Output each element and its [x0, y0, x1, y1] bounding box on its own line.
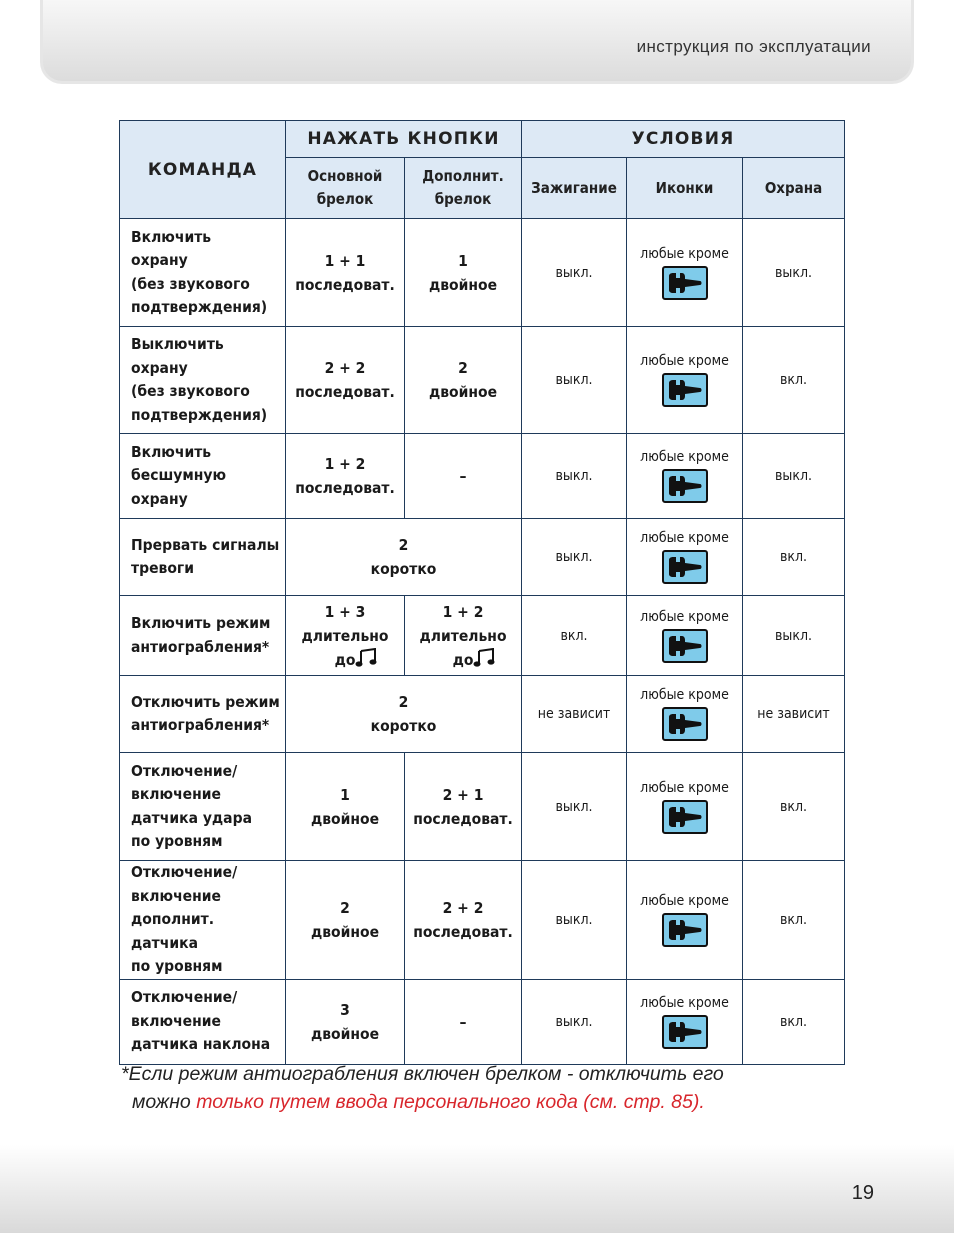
ignition-cell: не зависит: [522, 676, 627, 753]
merged-buttons-cell: [286, 676, 522, 753]
footnote-red: только путем ввода персонального кода (см. стр. 85).: [196, 1091, 705, 1113]
extra-fob-line: [405, 783, 521, 807]
command-line: Включить режим: [131, 614, 271, 632]
main-fob-line: [286, 1022, 404, 1046]
music-note-icon: [355, 648, 377, 675]
header-conditions: УСЛОВИЯ: [522, 121, 845, 158]
ignition-cell: выкл.: [522, 219, 627, 327]
icons-cell: [627, 519, 743, 596]
command-cell: [120, 861, 286, 980]
extra-fob-line: [405, 920, 521, 944]
extra-fob-text: 2 + 2: [442, 898, 484, 917]
wrench-icon: [662, 469, 708, 503]
command-line: по уровням: [131, 957, 223, 975]
commands-table: [119, 120, 845, 1065]
main-fob-text: последоват.: [295, 383, 395, 401]
extra-fob-text: 1: [458, 251, 468, 270]
main-fob-text: 1 + 3: [324, 602, 366, 621]
extra-fob-text: –: [459, 467, 467, 485]
main-fob-line: [286, 783, 404, 807]
command-line: включение: [131, 886, 221, 905]
extra-fob-line: [405, 896, 521, 920]
table-row: [120, 861, 845, 980]
table-row: [120, 979, 845, 1064]
merged-buttons-cell: [286, 519, 522, 596]
icon-label: любые кроме: [640, 530, 729, 546]
command-cell: [120, 519, 286, 596]
guard-cell: вкл.: [743, 519, 845, 596]
command-cell: [120, 327, 286, 434]
wrench-icon: [662, 550, 708, 584]
main-fob-text: 2 + 2: [324, 359, 366, 377]
table-row: [120, 676, 845, 753]
main-fob-text: 3: [340, 1000, 350, 1019]
table-row: [120, 219, 845, 327]
command-line: по уровням: [131, 832, 223, 850]
ignition-cell: выкл.: [522, 327, 627, 434]
icons-cell: [627, 753, 743, 861]
icons-cell: [627, 676, 743, 753]
extra-fob-line: [405, 807, 521, 831]
icons-cell: [627, 979, 743, 1064]
table-row: [120, 596, 845, 676]
table-row: [120, 327, 845, 434]
merged-text: коротко: [370, 560, 437, 578]
command-line: Отключение/: [131, 761, 238, 780]
icon-label: любые кроме: [640, 994, 729, 1011]
guard-cell: выкл.: [743, 219, 845, 327]
footnote: [121, 1060, 724, 1116]
footnote-plain: можно: [132, 1091, 197, 1113]
header-main-fob-line2: брелок: [316, 190, 374, 208]
command-line: (без звукового: [131, 274, 250, 293]
icon-label: любые кроме: [640, 687, 729, 703]
main-fob-cell: [286, 753, 405, 861]
extra-fob-cell: [405, 327, 522, 434]
main-fob-text: последоват.: [295, 275, 395, 294]
main-fob-line: [286, 896, 404, 920]
header-main-fob-line1: Основной: [307, 167, 383, 185]
header-icons: Иконки: [627, 158, 743, 219]
merged-text: 2: [398, 693, 409, 711]
guard-cell: вкл.: [743, 753, 845, 861]
main-fob-text: 2: [340, 898, 350, 917]
wrench-icon: [662, 266, 708, 300]
command-line: Отключить режим: [131, 692, 280, 711]
extra-fob-line: [405, 356, 521, 380]
wrench-icon: [662, 1015, 708, 1049]
main-fob-text: двойное: [310, 922, 380, 941]
command-line: антиограбления*: [131, 716, 270, 734]
merged-text: 2: [398, 536, 409, 554]
icons-cell: [627, 434, 743, 519]
command-line: тревоги: [131, 559, 194, 577]
header-command: КОМАНДА: [120, 121, 286, 219]
guard-cell: вкл.: [743, 861, 845, 980]
table-body: [120, 219, 845, 1065]
command-line: Прервать сигналы: [131, 535, 280, 554]
main-fob-text: двойное: [310, 809, 380, 828]
extra-fob-cell: [405, 753, 522, 861]
icons-cell: [627, 596, 743, 676]
extra-fob-line: [405, 1010, 521, 1034]
icon-label: любые кроме: [640, 608, 729, 625]
extra-fob-text: –: [459, 1012, 467, 1031]
wrench-icon: [662, 913, 708, 947]
header-extra-fob-line1: Дополнит.: [422, 167, 504, 185]
guard-cell: вкл.: [743, 979, 845, 1064]
command-line: подтверждения): [131, 298, 268, 316]
extra-fob-line: [405, 648, 521, 672]
header-title: инструкция по эксплуатации: [636, 37, 871, 56]
icon-label: любые кроме: [640, 779, 729, 796]
main-fob-text: последоват.: [295, 479, 395, 497]
extra-fob-line: [405, 273, 521, 297]
command-cell: [120, 596, 286, 676]
merged-line: [286, 557, 521, 581]
guard-cell: выкл.: [743, 596, 845, 676]
ignition-cell: вкл.: [522, 596, 627, 676]
command-line: датчика удара: [131, 808, 252, 827]
command-line: (без звукового: [131, 382, 250, 400]
command-cell: [120, 219, 286, 327]
command-line: дополнит. датчика: [131, 910, 215, 952]
extra-fob-text: 2: [458, 359, 468, 377]
command-cell: [120, 753, 286, 861]
main-fob-line: [286, 624, 404, 648]
header-extra-fob: [405, 158, 522, 219]
command-line: охрану: [131, 358, 188, 377]
extra-fob-text: последоват.: [413, 809, 513, 828]
extra-fob-line: [405, 624, 521, 648]
command-line: Отключение/: [131, 863, 238, 881]
main-fob-line: [286, 807, 404, 831]
extra-fob-text: 1 + 2: [442, 602, 484, 621]
icons-cell: [627, 219, 743, 327]
header-extra-fob-line2: брелок: [434, 190, 492, 208]
command-line: Включить: [131, 227, 212, 246]
table-row: [120, 519, 845, 596]
footer-band: [0, 1145, 954, 1233]
command-line: датчика наклона: [131, 1035, 271, 1054]
extra-fob-text: двойное: [428, 383, 498, 401]
extra-fob-line: [405, 600, 521, 624]
wrench-icon: [662, 707, 708, 741]
main-fob-text: 1 + 2: [324, 455, 366, 473]
icon-label: любые кроме: [640, 892, 729, 909]
command-line: охрану: [131, 489, 188, 508]
command-line: подтверждения): [131, 405, 268, 424]
extra-fob-text: до: [452, 650, 474, 669]
extra-fob-text: двойное: [428, 275, 498, 294]
main-fob-cell: [286, 327, 405, 434]
main-fob-line: [286, 476, 404, 500]
extra-fob-cell: [405, 434, 522, 519]
main-fob-cell: [286, 861, 405, 980]
extra-fob-cell: [405, 219, 522, 327]
ignition-cell: выкл.: [522, 753, 627, 861]
icon-label: любые кроме: [640, 353, 729, 369]
command-cell: [120, 434, 286, 519]
extra-fob-cell: [405, 861, 522, 980]
page-number: 19: [851, 1182, 874, 1204]
header-band: [40, 0, 914, 84]
main-fob-text: двойное: [310, 1024, 380, 1043]
main-fob-line: [286, 998, 404, 1022]
main-fob-cell: [286, 979, 405, 1064]
main-fob-line: [286, 452, 404, 476]
main-fob-line: [286, 920, 404, 944]
header-guard: Охрана: [743, 158, 845, 219]
main-fob-text: длительно: [301, 626, 389, 645]
main-fob-line: [286, 380, 404, 404]
main-fob-text: до: [334, 650, 356, 669]
main-fob-line: [286, 356, 404, 380]
extra-fob-cell: [405, 596, 522, 676]
header-ignition: Зажигание: [522, 158, 627, 219]
guard-cell: вкл.: [743, 327, 845, 434]
merged-text: коротко: [370, 717, 437, 735]
table-row: [120, 434, 845, 519]
command-line: Отключение/: [131, 988, 238, 1007]
command-cell: [120, 676, 286, 753]
icons-cell: [627, 327, 743, 434]
ignition-cell: выкл.: [522, 861, 627, 980]
command-line: охрану: [131, 251, 188, 269]
icons-cell: [627, 861, 743, 980]
header-main-fob: [286, 158, 405, 219]
extra-fob-line: [405, 249, 521, 273]
table-row: [120, 753, 845, 861]
footnote-line1: *Если режим антиограбления включен брелком - отключить его: [121, 1063, 724, 1085]
main-fob-cell: [286, 434, 405, 519]
ignition-cell: выкл.: [522, 434, 627, 519]
main-fob-cell: [286, 596, 405, 676]
guard-cell: выкл.: [743, 434, 845, 519]
extra-fob-text: длительно: [419, 626, 507, 645]
extra-fob-line: [405, 380, 521, 404]
extra-fob-text: последоват.: [413, 922, 513, 941]
main-fob-line: [286, 273, 404, 297]
icon-label: любые кроме: [640, 245, 729, 262]
icon-label: любые кроме: [640, 449, 729, 465]
main-fob-line: [286, 648, 404, 672]
command-line: Выключить: [131, 335, 224, 353]
merged-line: [286, 690, 521, 714]
main-fob-text: 1 + 1: [324, 251, 366, 270]
merged-line: [286, 714, 521, 738]
footnote-line2: [121, 1088, 724, 1116]
extra-fob-text: 2 + 1: [442, 785, 484, 804]
header-press-buttons: НАЖАТЬ КНОПКИ: [286, 121, 522, 158]
command-line: бесшумную: [131, 466, 227, 485]
guard-cell: не зависит: [743, 676, 845, 753]
command-line: Включить: [131, 442, 212, 461]
wrench-icon: [662, 800, 708, 834]
main-fob-cell: [286, 219, 405, 327]
wrench-icon: [662, 373, 708, 407]
main-fob-line: [286, 249, 404, 273]
command-cell: [120, 979, 286, 1064]
wrench-icon: [662, 629, 708, 663]
music-note-icon: [473, 648, 495, 675]
command-line: включение: [131, 785, 221, 803]
merged-line: [286, 533, 521, 557]
command-line: антиограбления*: [131, 637, 270, 656]
extra-fob-line: [405, 464, 521, 488]
main-fob-line: [286, 600, 404, 624]
extra-fob-cell: [405, 979, 522, 1064]
main-fob-text: 1: [340, 785, 350, 804]
ignition-cell: выкл.: [522, 519, 627, 596]
command-line: включение: [131, 1011, 221, 1030]
ignition-cell: выкл.: [522, 979, 627, 1064]
